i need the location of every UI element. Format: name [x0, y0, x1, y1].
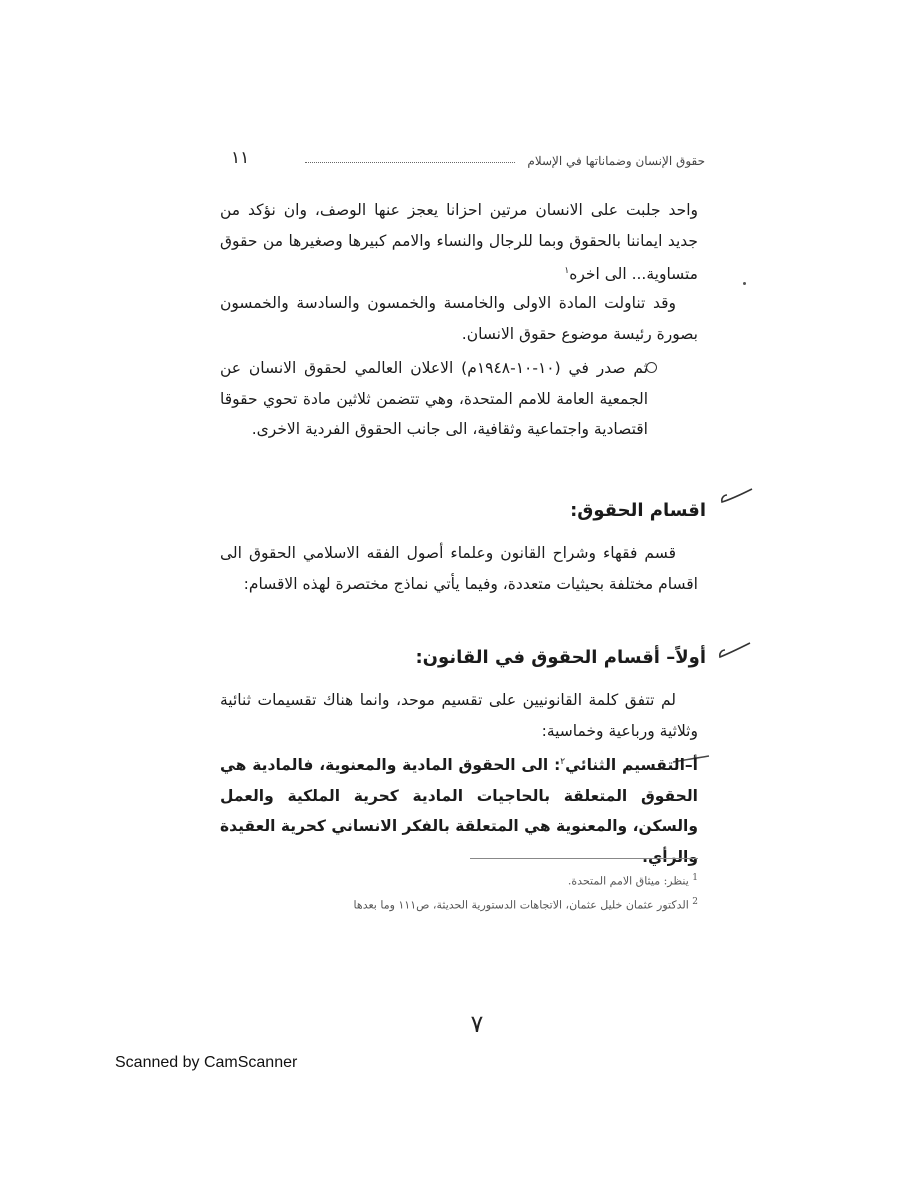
paragraph-un-charter-quote: [220, 195, 698, 290]
footnote-number: 2: [692, 896, 698, 907]
header-page-number: ١١: [231, 148, 250, 168]
footnote-ref: ٢: [560, 757, 566, 767]
footnote-text: ينظر: ميثاق الامم المتحدة.: [567, 874, 689, 888]
paragraph-binary-division: [220, 747, 698, 872]
paragraph-universal-declaration: ثم صدر في (١٠-١٠-١٩٤٨م) الاعلان العالمي لحقوق الانسان عن الجمعية العامة للامم المتحدة، وهي تتضمن ثلاثين مادة تحوي حقوقا اقتصادية واجتماعية وثقافية، الى جانب الحقوق الفردية الاخرى.: [220, 359, 648, 438]
footnote-text: الدكتور عثمان خليل عثمان، الاتجاهات الدستورية الحديثة، ص١١١ وما بعدها: [353, 898, 689, 912]
handwritten-tick-icon: [716, 640, 752, 662]
footnote-number: 1: [692, 873, 698, 883]
section-heading-law-divisions: أولاً– أقسام الحقوق في القانون:: [415, 647, 706, 668]
footnotes: [300, 868, 698, 915]
scan-speck: [743, 282, 746, 285]
paragraph-rights-divisions: قسم فقهاء وشراح القانون وعلماء أصول الفقه الاسلامي الحقوق الى اقسام مختلفة بحيثيات متعددة، وفيما يأتي نماذج مختصرة لهذه الاقسام:: [220, 544, 698, 593]
footnote-item: [300, 892, 698, 916]
page-bottom-number: ٧: [470, 1010, 484, 1038]
footnote-separator: [470, 858, 698, 859]
paragraph-law-divisions: لم تتفق كلمة القانونيين على تقسيم موحد، وانما هناك تقسيمات ثنائية وثلاثية ورباعية وخماسية:: [220, 691, 698, 740]
header-dotted-leader: [305, 152, 515, 163]
camscanner-watermark: Scanned by CamScanner: [115, 1054, 298, 1071]
running-header: [225, 148, 705, 174]
paragraph-text: واحد جلبت على الانسان مرتين احزانا يعجز عنها الوصف، وان نؤكد من جديد ايماننا بالحقوق وبما للرجال والنساء والامم كبيرها وصغيرها من حقوق متساوية... الى اخره: [220, 201, 698, 284]
footnote-item: [300, 868, 698, 892]
paragraph-charter-articles: وقد تناولت المادة الاولى والخامسة والخمسون والسادسة والخمسون بصورة رئيسة موضوع حقوق الانسان.: [220, 294, 698, 343]
binary-division-text: : الى الحقوق المادية والمعنوية، فالمادية هي الحقوق المتعلقة بالحاجيات المادية كحرية الملكية والعمل والسكن، والمعنوية هي المتعلقة بالفكر الانساني كحرية العقيدة والرأي.: [220, 756, 698, 866]
section-heading-rights-divisions: اقسام الحقوق:: [570, 500, 706, 521]
footnote-ref: ١: [564, 266, 570, 276]
handwritten-tick-icon: [718, 486, 754, 508]
binary-division-lead: أ–التقسيم الثنائي: [565, 756, 698, 775]
running-title: حقوق الإنسان وضماناتها في الإسلام: [527, 154, 705, 168]
